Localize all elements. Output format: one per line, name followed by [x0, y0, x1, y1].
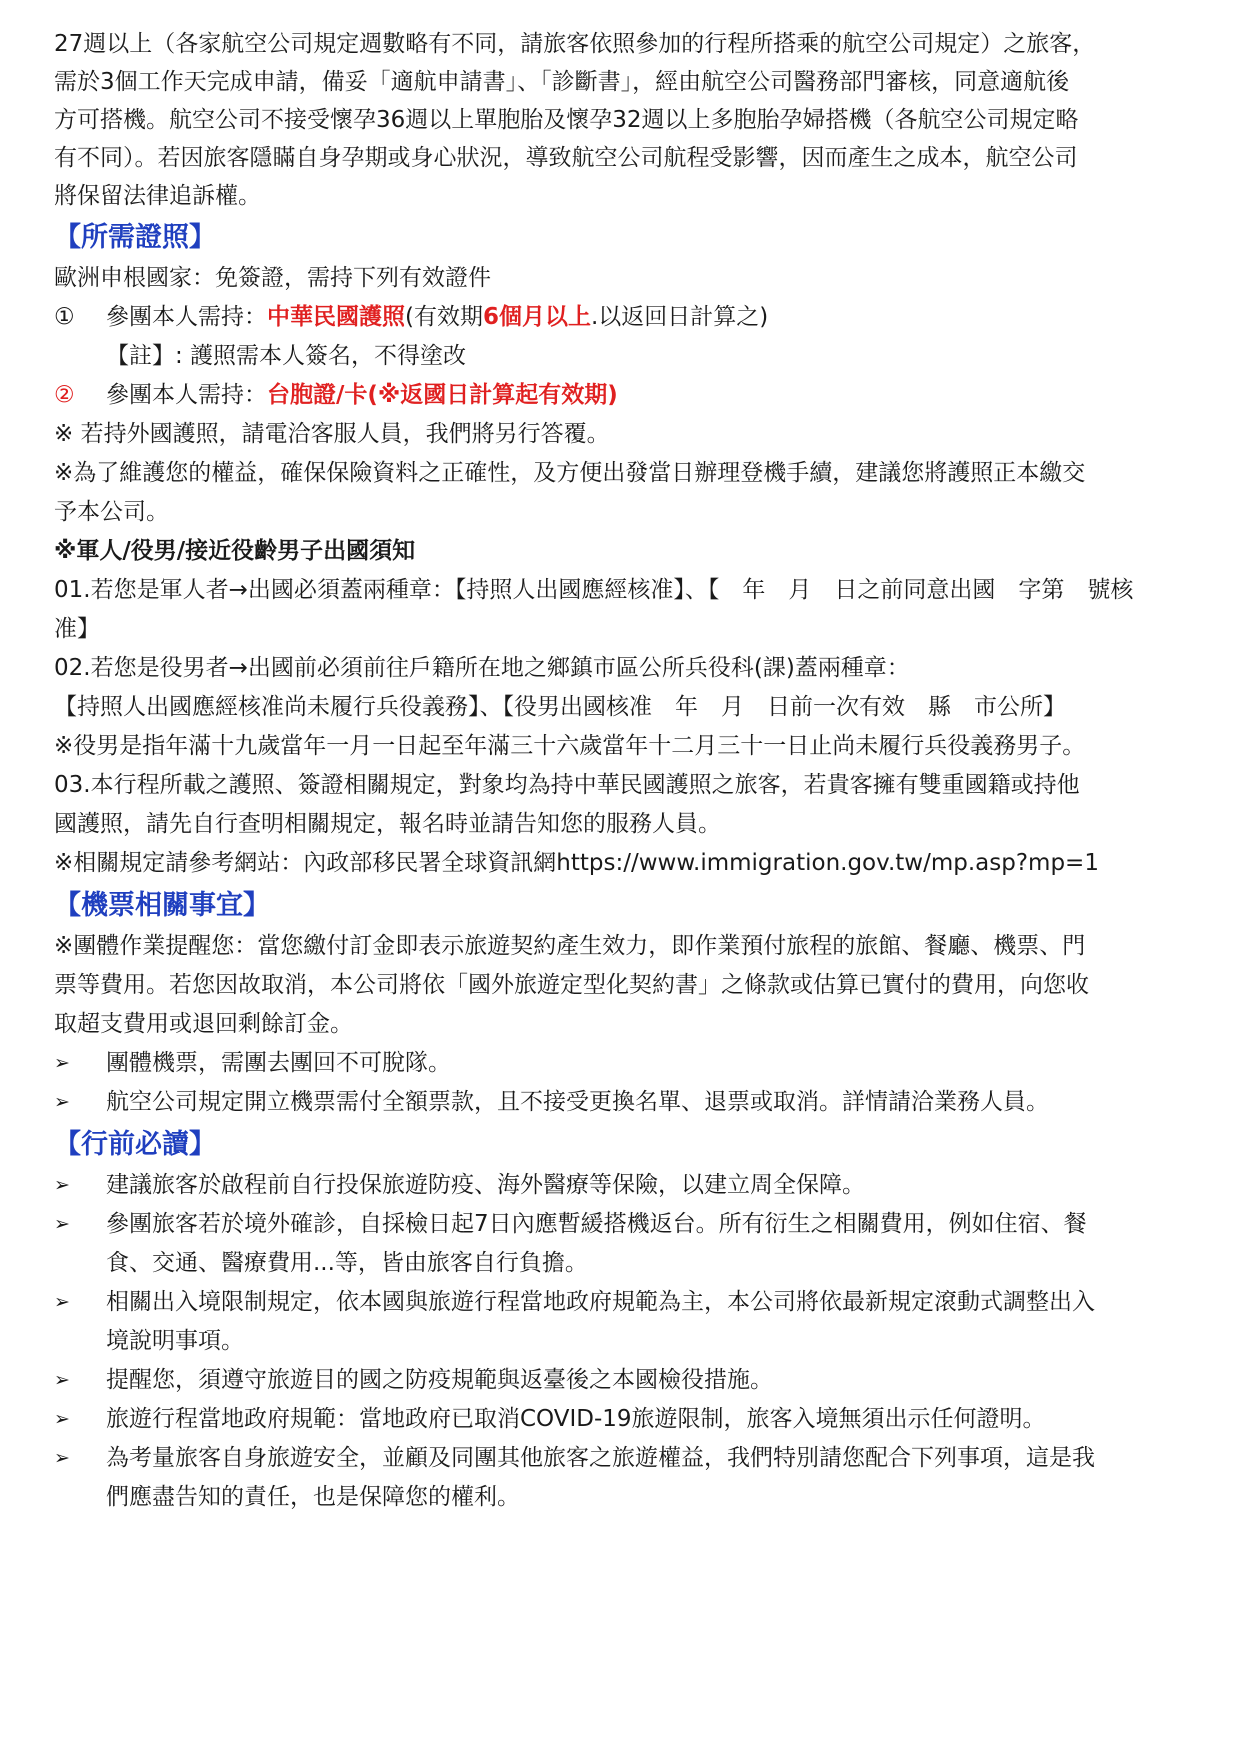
pretrip-bullet: 提醒您，須遵守旅遊目的國之防疫規範與返臺後之本國檢役措施。 [106, 1367, 773, 1393]
permit-type: 台胞證/卡(※返國日計算起有效期) [267, 382, 618, 408]
military-notice-line: 准】 [54, 616, 100, 642]
taiwan-compatriot-permit-requirement [106, 379, 1181, 411]
pretrip-bullet: 旅遊行程當地政府規範：當地政府已取消COVID-19旅遊限制，旅客入境無須出示任何證明。 [106, 1406, 1046, 1432]
military-notice-line: 03.本行程所載之護照、簽證相關規定，對象均為持中華民國護照之旅客，若貴客擁有雙重國籍或持他 [54, 772, 1080, 798]
item-marker-2: ② [54, 382, 75, 408]
item-marker-1: ① [54, 304, 75, 330]
pretrip-bullet: 為考量旅客自身旅遊安全，並顧及同團其他旅客之旅遊權益，我們特別請您配合下列事項，這是我 [106, 1445, 1095, 1471]
bullet-arrow-icon: ➢ [54, 1213, 70, 1235]
intro-line: 27週以上（各家航空公司規定週數略有不同，請旅客依照參加的行程所搭乘的航空公司規定）之旅客， [54, 31, 1096, 57]
validity-prefix: (有效期 [405, 304, 483, 330]
section-heading-tickets: 【機票相關事宜】 [54, 890, 270, 921]
bullet-arrow-icon: ➢ [54, 1369, 70, 1391]
pretrip-bullet-continuation: 們應盡告知的責任，也是保障您的權利。 [106, 1484, 520, 1510]
bullet-arrow-icon: ➢ [54, 1174, 70, 1196]
military-notice-line: 國護照，請先自行查明相關規定，報名時並請告知您的服務人員。 [54, 811, 721, 837]
requirement-prefix: 參團本人需持： [106, 382, 267, 408]
military-notice-line: 02.若您是役男者→出國前必須前往戶籍所在地之鄉鎮市區公所兵役科(課)蓋兩種章： [54, 655, 910, 681]
military-notice-line: 01.若您是軍人者→出國必須蓋兩種章：【持照人出國應經核准】、【 年 月 日之前同意出國 字第 號核 [54, 577, 1134, 603]
pretrip-bullet-continuation: 食、交通、醫療費用...等，皆由旅客自行負擔。 [106, 1250, 588, 1276]
ticket-notice-line: 取超支費用或退回剩餘訂金。 [54, 1011, 353, 1037]
bullet-arrow-icon: ➢ [54, 1052, 70, 1074]
intro-line: 需於3個工作天完成申請，備妥「適航申請書」、「診斷書」，經由航空公司醫務部門審核，同意適航後 [54, 69, 1070, 95]
section-heading-documents: 【所需證照】 [54, 222, 216, 253]
military-notice-line: 【持照人出國應經核准尚未履行兵役義務】、【役男出國核准 年 月 日前一次有效 縣 市公所】 [54, 694, 1066, 720]
requirement-prefix: 參團本人需持： [106, 304, 267, 330]
ticket-notice-line: 票等費用。若您因故取消，本公司將依「國外旅遊定型化契約書」之條款或估算已實付的費用，向您收 [54, 972, 1089, 998]
foreign-passport-note: ※ 若持外國護照，請電洽客服人員，我們將另行答覆。 [54, 421, 610, 447]
rights-note-line: ※為了維護您的權益，確保保險資料之正確性，及方便出發當日辦理登機手續，建議您將護照正本繳交 [54, 460, 1086, 486]
ticket-notice-line: ※團體作業提醒您：當您繳付訂金即表示旅遊契約產生效力，即作業預付旅程的旅館、餐廳、機票、門 [54, 933, 1086, 959]
intro-line: 有不同）。若因旅客隱瞞自身孕期或身心狀況，導致航空公司航程受影響，因而產生之成本，航空公司 [54, 145, 1078, 171]
intro-line: 方可搭機。航空公司不接受懷孕36週以上單胞胎及懷孕32週以上多胞胎孕婦搭機（各航空公司規定略 [54, 107, 1079, 133]
documents-intro: 歐洲申根國家：免簽證，需持下列有效證件 [54, 265, 491, 291]
intro-line: 將保留法律追訴權。 [54, 183, 261, 209]
rights-note-line: 予本公司。 [54, 499, 169, 525]
passport-requirement [106, 301, 1181, 333]
bullet-arrow-icon: ➢ [54, 1408, 70, 1430]
passport-type: 中華民國護照 [267, 304, 405, 330]
military-notice-line: ※役男是指年滿十九歲當年一月一日起至年滿三十六歲當年十二月三十一日止尚未履行兵役義務男子。 [54, 733, 1086, 759]
bullet-arrow-icon: ➢ [54, 1447, 70, 1469]
pretrip-bullet: 參團旅客若於境外確診，自採檢日起7日內應暫緩搭機返台。所有衍生之相關費用，例如住宿、餐 [106, 1211, 1087, 1237]
military-notice-title: ※軍人/役男/接近役齡男子出國須知 [54, 538, 416, 564]
ticket-bullet: 航空公司規定開立機票需付全額票款，且不接受更換名單、退票或取消。詳情請洽業務人員。 [106, 1089, 1049, 1115]
pretrip-bullet-continuation: 境說明事項。 [106, 1328, 244, 1354]
pretrip-bullet: 建議旅客於啟程前自行投保旅遊防疫、海外醫療等保險，以建立周全保障。 [106, 1172, 865, 1198]
validity-suffix: .以返回日計算之) [591, 304, 769, 330]
immigration-website-reference: ※相關規定請參考網站：內政部移民署全球資訊網https://www.immigration.gov.tw/mp.asp?mp=1 [54, 850, 1099, 876]
bullet-arrow-icon: ➢ [54, 1291, 70, 1313]
bullet-arrow-icon: ➢ [54, 1091, 70, 1113]
ticket-bullet: 團體機票，需團去團回不可脫隊。 [106, 1050, 451, 1076]
validity-period: 6個月以上 [482, 304, 591, 330]
passport-note: 【註】: 護照需本人簽名，不得塗改 [106, 343, 467, 369]
section-heading-pretrip: 【行前必讀】 [54, 1129, 216, 1160]
pretrip-bullet: 相關出入境限制規定，依本國與旅遊行程當地政府規範為主，本公司將依最新規定滾動式調整出入 [106, 1289, 1095, 1315]
